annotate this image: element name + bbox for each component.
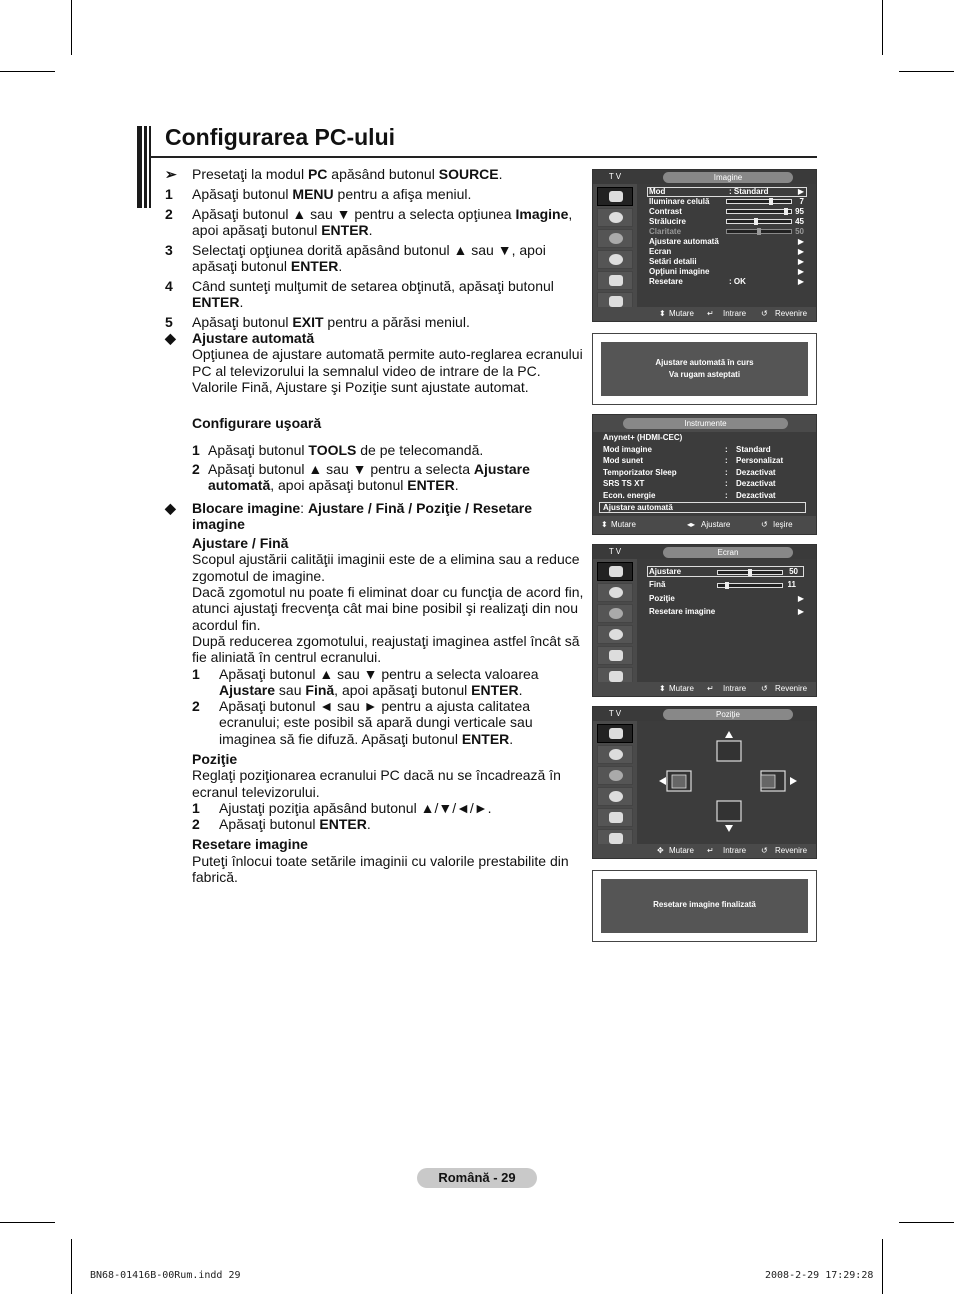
crop-mark <box>882 1239 883 1294</box>
footer-file: BN68-01416B-00Rum.indd 29 <box>90 1270 241 1281</box>
move-icon: ⬍ <box>659 684 666 693</box>
slider-thumb <box>757 228 761 235</box>
channel-icon <box>597 766 633 785</box>
picture-icon <box>597 724 633 743</box>
crop-mark <box>71 0 72 55</box>
crop-mark <box>899 1222 954 1223</box>
crop-mark <box>882 0 883 55</box>
setup-icon <box>597 625 633 644</box>
enter-icon: ↵ <box>707 309 714 318</box>
picture-lock-section: ◆ Blocare imagine: Ajustare / Fină / Poziţie / Resetare imagine Ajustare / Fină Scopul ajustării calităţii imaginii este de a elimina sau a reduce zgomotul de imagine. Dacă zgomotul nu poate fi eliminat doar cu funcţia de acord fin, atunci ajustaţi frecvenţa cât mai bine posibil şi realizaţi din nou acordul fin. După reducerea zgomotului, reajustaţi imaginea astfel încât să fie aliniată în centrul ecranului. 1 Apăsaţi butonul ▲ sau ▼ pentru a selecta valoarea Ajustare sau Fină, apoi apăsaţi butonul ENTER. 2 Apăsaţi butonul ◄ sau ► pentru a ajusta calitatea ecranului; este posibil să apară dungi verticale sau imaginea să fie difuză. Apăsaţi butonul ENTER. Poziţie Reglaţi poziţionarea ecranului PC dacă nu se încadrează în ecranul televizorului. 1 Ajustaţi poziţia apăsând butonul ▲/▼/◄/►. 2 Apăsaţi butonul ENTER. Resetare imagine Puteţi înlocui toate setările imaginii cu valorile prestabilite din fabrică. <box>165 499 584 886</box>
step-4: 4 Când sunteţi mulţumit de setarea obţinută, apăsaţi butonul ENTER. <box>165 277 554 311</box>
move-icon: ⬍ <box>659 309 666 318</box>
position-diagram <box>637 721 817 846</box>
move-icon: ⬍ <box>601 520 608 529</box>
arrow-icon: ➢ <box>165 166 177 182</box>
exit-icon: ↺ <box>761 520 768 529</box>
slider-thumb <box>769 198 773 205</box>
input-icon <box>597 271 633 290</box>
step-3: 3 Selectaţi opţiunea dorită apăsând butonul ▲ sau ▼, apoi apăsaţi butonul ENTER. <box>165 241 546 274</box>
page-number: Română - 29 <box>417 1168 537 1188</box>
setup-icon <box>597 787 633 806</box>
left-right-icon: ◂▸ <box>687 520 696 529</box>
crop-mark <box>0 71 55 72</box>
picture-icon <box>597 562 633 581</box>
step-5: 5 Apăsaţi butonul EXIT pentru a părăsi meniul. <box>165 313 470 330</box>
return-icon: ↺ <box>761 309 768 318</box>
title-rule <box>150 156 817 158</box>
step-1: 1 Apăsaţi butonul MENU pentru a afişa meniul. <box>165 185 472 202</box>
crop-mark <box>899 71 954 72</box>
return-icon: ↺ <box>761 684 768 693</box>
diamond-icon: ◆ <box>165 499 176 516</box>
step-2: 2 Apăsaţi butonul ▲ sau ▼ pentru a selecta opţiunea Imagine, apoi apăsaţi butonul ENTER. <box>165 205 573 238</box>
setup-icon <box>597 250 633 269</box>
footer-date: 2008-2-29 17:29:28 <box>765 1270 874 1281</box>
return-icon: ↺ <box>761 846 768 855</box>
sound-icon <box>597 208 633 227</box>
crop-mark <box>0 1222 55 1223</box>
osd-reset-message: Resetare imagine finalizată <box>592 870 817 942</box>
osd-picture-menu: T V Imagine Mod : Standard ▶ Iluminare celulă 7 Contrast 95 Strălucire 45 Claritate 50 Ajustare automată ▶ Ecran ▶ Setări detalii ▶ Opţiuni imagine ▶ Resetare : OK ▶ ⬍ Mutare ↵ Intrare ↺ Revenire <box>592 169 817 322</box>
diamond-icon: ◆ <box>165 330 176 347</box>
auto-adjust-section: ◆ Ajustare automată Opţiunea de ajustare automată permite auto-reglarea ecranului PC al televizorului la semnalul video de intrare de la PC. Valorile Fină, Ajustare şi Poziţie sunt ajustate automat. Configurare uşoară 1 Apăsaţi butonul TOOLS de pe telecomandă. 2 Apăsaţi butonul ▲ sau ▼ pentru a selecta Ajustare automată, apoi apăsaţi butonul ENTER. <box>165 330 585 499</box>
channel-icon <box>597 604 633 623</box>
input-icon <box>597 808 633 827</box>
arrow-right-icon: ▶ <box>797 187 804 196</box>
header-bars <box>137 126 151 208</box>
osd-position-menu: T V Poziţie ✥ Mutare ↵ Intrare ↺ Revenire <box>592 706 817 859</box>
slider-thumb <box>754 218 758 225</box>
enter-icon: ↵ <box>707 846 714 855</box>
input-icon <box>597 646 633 665</box>
osd-screen-menu: T V Ecran Ajustare 50 Fină 11 Poziţie ▶ Resetare imagine ▶ ⬍ Mutare ↵ Intrare ↺ Revenire <box>592 544 817 697</box>
enter-icon: ↵ <box>707 684 714 693</box>
slider-thumb <box>748 569 752 576</box>
sound-icon <box>597 583 633 602</box>
channel-icon <box>597 229 633 248</box>
picture-icon <box>597 187 633 206</box>
slider-thumb <box>725 582 729 589</box>
instructions <box>165 166 585 889</box>
osd-auto-adjust-message: Ajustare automată în curs Va rugam asteptati <box>592 333 817 405</box>
sound-icon <box>597 745 633 764</box>
slider-thumb <box>784 208 788 215</box>
crop-mark <box>71 1239 72 1294</box>
intro-note: ➢ Presetaţi la modul PC apăsând butonul SOURCE. <box>165 166 503 182</box>
osd-tools-menu: Instrumente Anynet+ (HDMI-CEC) Mod imagine : Standard Mod sunet : Personalizat Temporizator Sleep : Dezactivat SRS TS XT : Dezactivat Econ. energie : Dezactivat Ajustare automată ⬍ Mutare ◂▸ Ajustare ↺ Ieşire <box>592 414 817 535</box>
move-4way-icon: ✥ <box>657 846 664 855</box>
page-title: Configurarea PC-ului <box>165 124 396 150</box>
